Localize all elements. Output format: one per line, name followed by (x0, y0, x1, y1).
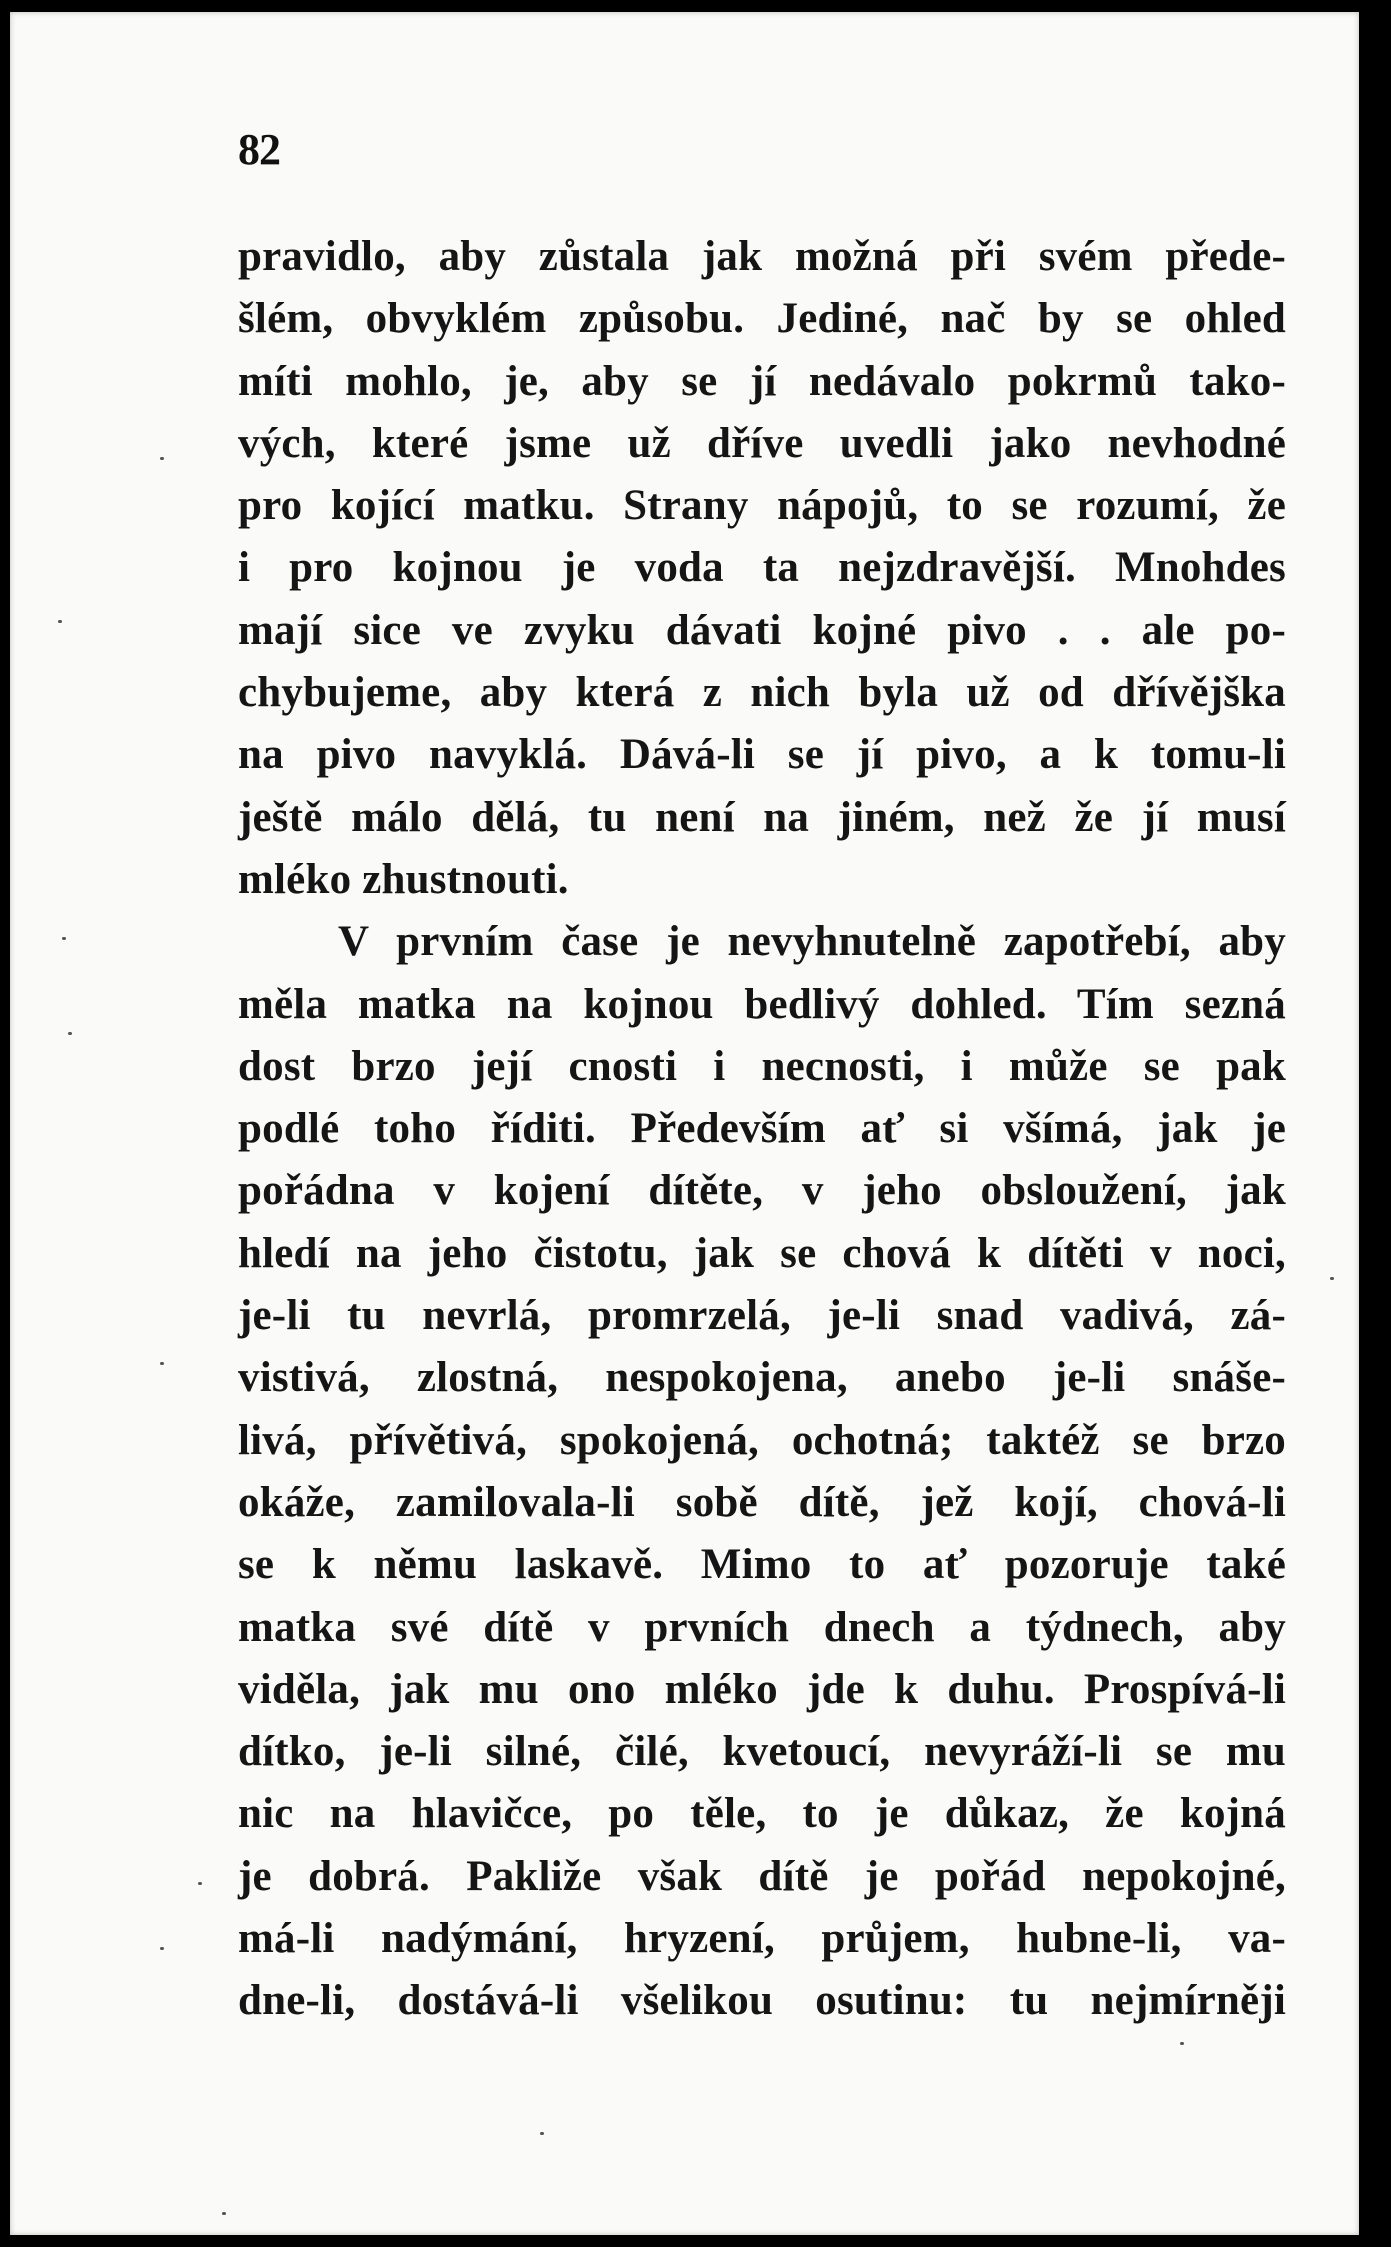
text-line: měla matka na kojnou bedlivý dohled. Tím sezná (238, 980, 1286, 1028)
scan-speck (58, 620, 62, 623)
book-page (10, 12, 1359, 2235)
page-number: 82 (238, 125, 280, 174)
text-line: matka své dítě v prvních dnech a týdnech, aby (238, 1603, 1286, 1651)
text-line: vistivá, zlostná, nespokojena, anebo je-li snáše- (238, 1354, 1286, 1402)
scan-speck (62, 937, 66, 940)
text-line: míti mohlo, je, aby se jí nedávalo pokrmů tako- (238, 357, 1286, 405)
text-line: V prvním čase je nevyhnutelně zapotřebí, aby (338, 918, 1286, 966)
text-line: se k němu laskavě. Mimo to ať pozoruje také (238, 1541, 1286, 1589)
text-line: ještě málo dělá, tu není na jiném, než že jí musí (238, 793, 1286, 841)
text-line: pravidlo, aby zůstala jak možná při svém přede- (238, 233, 1286, 280)
text-line: nic na hlavičce, po těle, to je důkaz, že kojná (238, 1790, 1286, 1838)
paragraph-2 (238, 911, 1286, 2032)
body-text (238, 226, 1286, 2033)
text-line: je dobrá. Pakliže však dítě je pořád nepokojné, (238, 1852, 1286, 1900)
scan-speck (1180, 2042, 1184, 2045)
scan-speck (68, 1032, 72, 1035)
text-line: podlé toho říditi. Především ať si všímá, jak je (238, 1105, 1286, 1153)
text-line: pro kojící matku. Strany nápojů, to se rozumí, že (238, 482, 1286, 530)
text-line: dost brzo její cnosti i necnosti, i může se pak (238, 1042, 1286, 1090)
text-line: má-li nadýmání, hryzení, průjem, hubne-li, va- (238, 1915, 1286, 1963)
text-line: vých, které jsme už dříve uvedli jako nevhodné (238, 419, 1286, 467)
text-line: hledí na jeho čistotu, jak se chová k dítěti v noci, (238, 1229, 1286, 1277)
paragraph-1 (238, 226, 1286, 911)
text-line: okáže, zamilovala-li sobě dítě, jež kojí, chová-li (238, 1478, 1286, 1526)
text-line: šlém, obvyklém způsobu. Jediné, nač by se ohled (238, 295, 1286, 343)
scan-speck (160, 457, 164, 460)
text-line: i pro kojnou je voda ta nejzdravější. Mnohdes (238, 544, 1286, 592)
text-line: dítko, je-li silné, čilé, kvetoucí, nevyráží-li se mu (238, 1728, 1286, 1776)
text-line: pořádna v kojení dítěte, v jeho obsloužení, jak (238, 1167, 1286, 1215)
scan-speck (198, 1882, 202, 1885)
text-line: viděla, jak mu ono mléko jde k duhu. Prospívá-li (238, 1665, 1286, 1713)
text-line: chybujeme, aby která z nich byla už od dřívějška (238, 669, 1286, 717)
scan-speck (1330, 1277, 1334, 1280)
scan-speck (160, 1947, 164, 1950)
text-line: na pivo navyklá. Dává-li se jí pivo, a k tomu-li (238, 731, 1286, 779)
text-line: mléko zhustnouti. (238, 855, 569, 903)
scan-speck (160, 1362, 164, 1365)
text-line: je-li tu nevrlá, promrzelá, je-li snad vadivá, zá- (238, 1292, 1286, 1340)
scan-speck (222, 2212, 226, 2215)
text-line: mají sice ve zvyku dávati kojné pivo . . ale po- (238, 606, 1286, 654)
scan-speck (540, 2132, 544, 2135)
text-line: dne-li, dostává-li všelikou osutinu: tu nejmírněji (238, 1977, 1286, 2025)
text-line: livá, přívětivá, spokojená, ochotná; taktéž se brzo (238, 1416, 1286, 1464)
